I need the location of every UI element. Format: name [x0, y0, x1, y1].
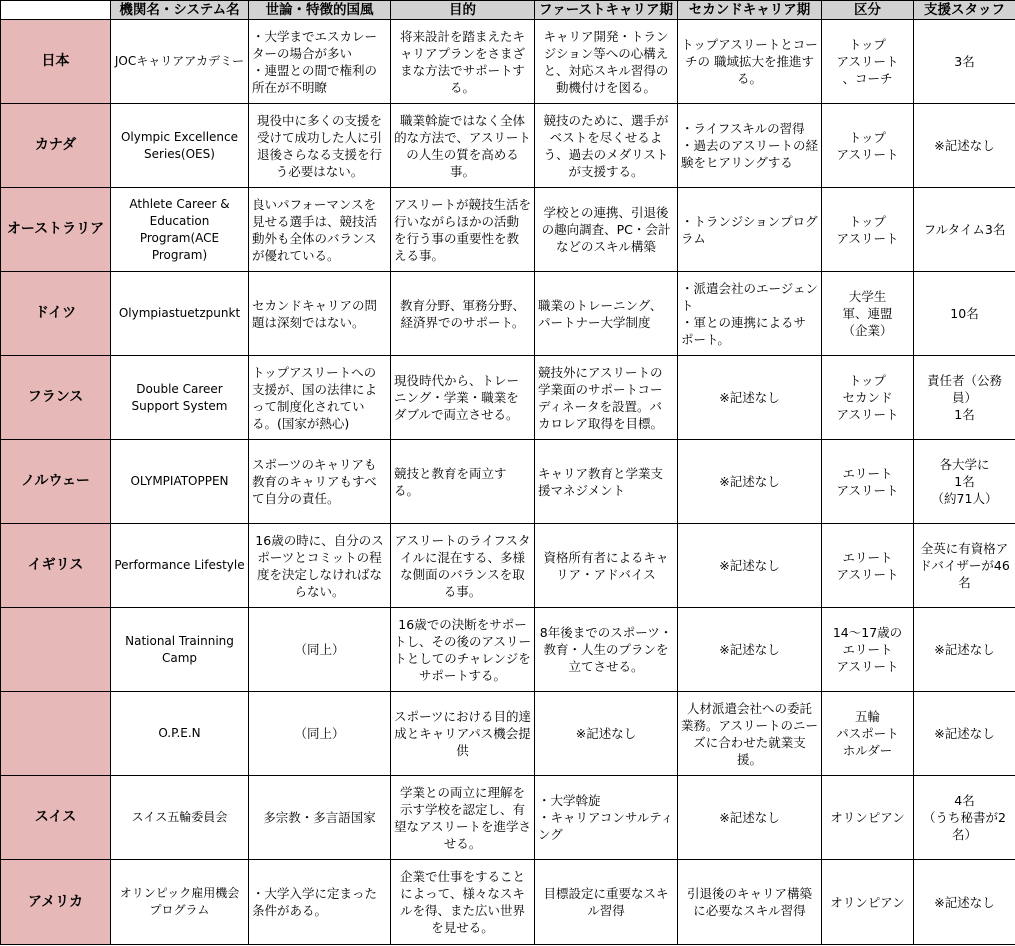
opinion-cell: セカンドキャリアの問題は深刻ではない。	[249, 272, 391, 356]
first-career-cell: 競技外にアスリートの学業面のサポートコーディネータを設置。バカロレア取得を目標。	[535, 356, 678, 440]
second-career-cell: ※記述なし	[678, 776, 822, 860]
table-row	[1, 188, 1015, 272]
header-purpose: 目的	[391, 1, 535, 20]
purpose-cell: 職業斡旋ではなく全体的な方法で、アスリートの人生の質を高める事。	[391, 104, 535, 188]
system-cell: O.P.E.N	[111, 692, 249, 776]
country-cell: スイス	[1, 776, 111, 860]
category-cell: トップ セカンド アスリート	[822, 356, 914, 440]
country-cell: ノルウェー	[1, 440, 111, 524]
first-career-cell: 競技のために、選手がベストを尽くせるよう、過去のメダリストが支援する。	[535, 104, 678, 188]
purpose-cell: 将来設計を踏まえたキャリアプランをさまざまな方法でサポートする。	[391, 20, 535, 104]
table-row	[1, 524, 1015, 608]
category-cell: 大学生 軍、連盟 （企業）	[822, 272, 914, 356]
category-cell: 14～17歳の エリート アスリート	[822, 608, 914, 692]
system-cell: Performance Lifestyle	[111, 524, 249, 608]
purpose-cell: 教育分野、軍務分野、経済界でのサポート。	[391, 272, 535, 356]
country-cell: アメリカ	[1, 860, 111, 945]
system-cell: OLYMPIATOPPEN	[111, 440, 249, 524]
header-second-career: セカンドキャリア期	[678, 1, 822, 20]
table-row	[1, 608, 1015, 692]
opinion-cell: ・大学入学に定まった条件がある。	[249, 860, 391, 945]
staff-cell: 各大学に 1名 （約71人）	[914, 440, 1015, 524]
system-cell: Double Career Support System	[111, 356, 249, 440]
first-career-cell: キャリア教育と学業支援マネジメント	[535, 440, 678, 524]
purpose-cell: 企業で仕事をすることによって、様々なスキルを得、また広い世界を見せる。	[391, 860, 535, 945]
purpose-cell: 学業との両立に理解を示す学校を認定し、有望なアスリートを進学させる。	[391, 776, 535, 860]
table-row	[1, 272, 1015, 356]
staff-cell: 3名	[914, 20, 1015, 104]
opinion-cell: （同上）	[249, 692, 391, 776]
opinion-cell: スポーツのキャリアも教育のキャリアもすべて自分の責任。	[249, 440, 391, 524]
country-cell: ドイツ	[1, 272, 111, 356]
system-cell: Olympiastuetzpunkt	[111, 272, 249, 356]
table-row	[1, 440, 1015, 524]
opinion-cell: 現役中に多くの支援を受けて成功した人に引退後さらなる支援を行う必要はない。	[249, 104, 391, 188]
purpose-cell: アスリートのライフスタイルに混在する、多様な側面のバランスを取る事。	[391, 524, 535, 608]
category-cell: トップ アスリート 、コーチ	[822, 20, 914, 104]
header-first-career: ファーストキャリア期	[535, 1, 678, 20]
staff-cell: ※記述なし	[914, 860, 1015, 945]
first-career-cell: 目標設定に重要なスキル習得	[535, 860, 678, 945]
second-career-cell: 人材派遣会社への委託業務。アスリートのニーズに合わせた就業支援。	[678, 692, 822, 776]
staff-cell: 責任者（公務員） 1名	[914, 356, 1015, 440]
opinion-cell: （同上）	[249, 608, 391, 692]
second-career-cell: ・ライフスキルの習得 ・過去のアスリートの経験をヒアリングする	[678, 104, 822, 188]
opinion-cell: 良いパフォーマンスを見せる選手は、競技活動外も全体のバランスが優れている。	[249, 188, 391, 272]
opinion-cell: ・大学までエスカレーターの場合が多い ・連盟との間で権利の所在が不明瞭	[249, 20, 391, 104]
category-cell: オリンピアン	[822, 860, 914, 945]
category-cell: オリンピアン	[822, 776, 914, 860]
category-cell: エリート アスリート	[822, 524, 914, 608]
first-career-cell: ・大学斡旋 ・キャリアコンサルティング	[535, 776, 678, 860]
country-cell	[1, 692, 111, 776]
staff-cell: ※記述なし	[914, 608, 1015, 692]
second-career-cell: ※記述なし	[678, 524, 822, 608]
table-row	[1, 692, 1015, 776]
header-row	[1, 1, 1015, 20]
country-cell: カナダ	[1, 104, 111, 188]
header-system: 機関名・システム名	[111, 1, 249, 20]
opinion-cell: 16歳の時に、自分のスポーツとコミットの程度を決定しなければならない。	[249, 524, 391, 608]
purpose-cell: 競技と教育を両立する。	[391, 440, 535, 524]
first-career-cell: 学校との連携、引退後の趣向調査、PC・会計などのスキル構築	[535, 188, 678, 272]
staff-cell: 全英に有資格アドバイザーが46名	[914, 524, 1015, 608]
country-cell: 日本	[1, 20, 111, 104]
first-career-cell: 資格所有者によるキャリア・アドバイス	[535, 524, 678, 608]
system-cell: Athlete Career & Education Program(ACE Program)	[111, 188, 249, 272]
first-career-cell: キャリア開発・トランジション等への心構えと、対応スキル習得の動機付けを図る。	[535, 20, 678, 104]
purpose-cell: 16歳での決断をサポートし、その後のアスリートとしてのチャレンジをサポートする。	[391, 608, 535, 692]
staff-cell: 10名	[914, 272, 1015, 356]
country-cell	[1, 608, 111, 692]
first-career-cell: 8年後までのスポーツ・教育・人生のプランを立てさせる。	[535, 608, 678, 692]
second-career-cell: ・トランジションプログラム	[678, 188, 822, 272]
system-cell: オリンピック雇用機会プログラム	[111, 860, 249, 945]
header-corner	[1, 1, 111, 20]
system-cell: スイス五輪委員会	[111, 776, 249, 860]
purpose-cell: スポーツにおける目的達成とキャリアパス機会提供	[391, 692, 535, 776]
category-cell: エリート アスリート	[822, 440, 914, 524]
header-support-staff: 支援スタッフ	[914, 1, 1015, 20]
country-cell: オーストラリア	[1, 188, 111, 272]
staff-cell: ※記述なし	[914, 692, 1015, 776]
staff-cell: 4名 （うち秘書が2名）	[914, 776, 1015, 860]
system-cell: JOCキャリアアカデミー	[111, 20, 249, 104]
opinion-cell: トップアスリートへの支援が、国の法律によって制度化されている。(国家が熱心)	[249, 356, 391, 440]
category-cell: 五輪 パスポート ホルダー	[822, 692, 914, 776]
table-row	[1, 776, 1015, 860]
second-career-cell: ※記述なし	[678, 440, 822, 524]
second-career-cell: ※記述なし	[678, 356, 822, 440]
header-category: 区分	[822, 1, 914, 20]
second-career-cell: ※記述なし	[678, 608, 822, 692]
first-career-cell: 職業のトレーニング、パートナー大学制度	[535, 272, 678, 356]
system-cell: National Trainning Camp	[111, 608, 249, 692]
system-cell: Olympic Excellence Series(OES)	[111, 104, 249, 188]
table-row	[1, 356, 1015, 440]
first-career-cell: ※記述なし	[535, 692, 678, 776]
category-cell: トップ アスリート	[822, 104, 914, 188]
table-row	[1, 860, 1015, 945]
table-row	[1, 20, 1015, 104]
category-cell: トップ アスリート	[822, 188, 914, 272]
purpose-cell: 現役時代から、トレーニング・学業・職業をダブルで両立させる。	[391, 356, 535, 440]
second-career-cell: 引退後のキャリア構築に必要なスキル習得	[678, 860, 822, 945]
opinion-cell: 多宗教・多言語国家	[249, 776, 391, 860]
staff-cell: フルタイム3名	[914, 188, 1015, 272]
country-cell: イギリス	[1, 524, 111, 608]
table-row	[1, 104, 1015, 188]
header-opinion: 世論・特徴的国風	[249, 1, 391, 20]
country-cell: フランス	[1, 356, 111, 440]
purpose-cell: アスリートが競技生活を行いながらほかの活動を行う事の重要性を教える事。	[391, 188, 535, 272]
second-career-cell: ・派遣会社のエージェント ・軍との連携によるサポート。	[678, 272, 822, 356]
second-career-cell: トップアスリートとコーチの 職域拡大を推進する。	[678, 20, 822, 104]
staff-cell: ※記述なし	[914, 104, 1015, 188]
